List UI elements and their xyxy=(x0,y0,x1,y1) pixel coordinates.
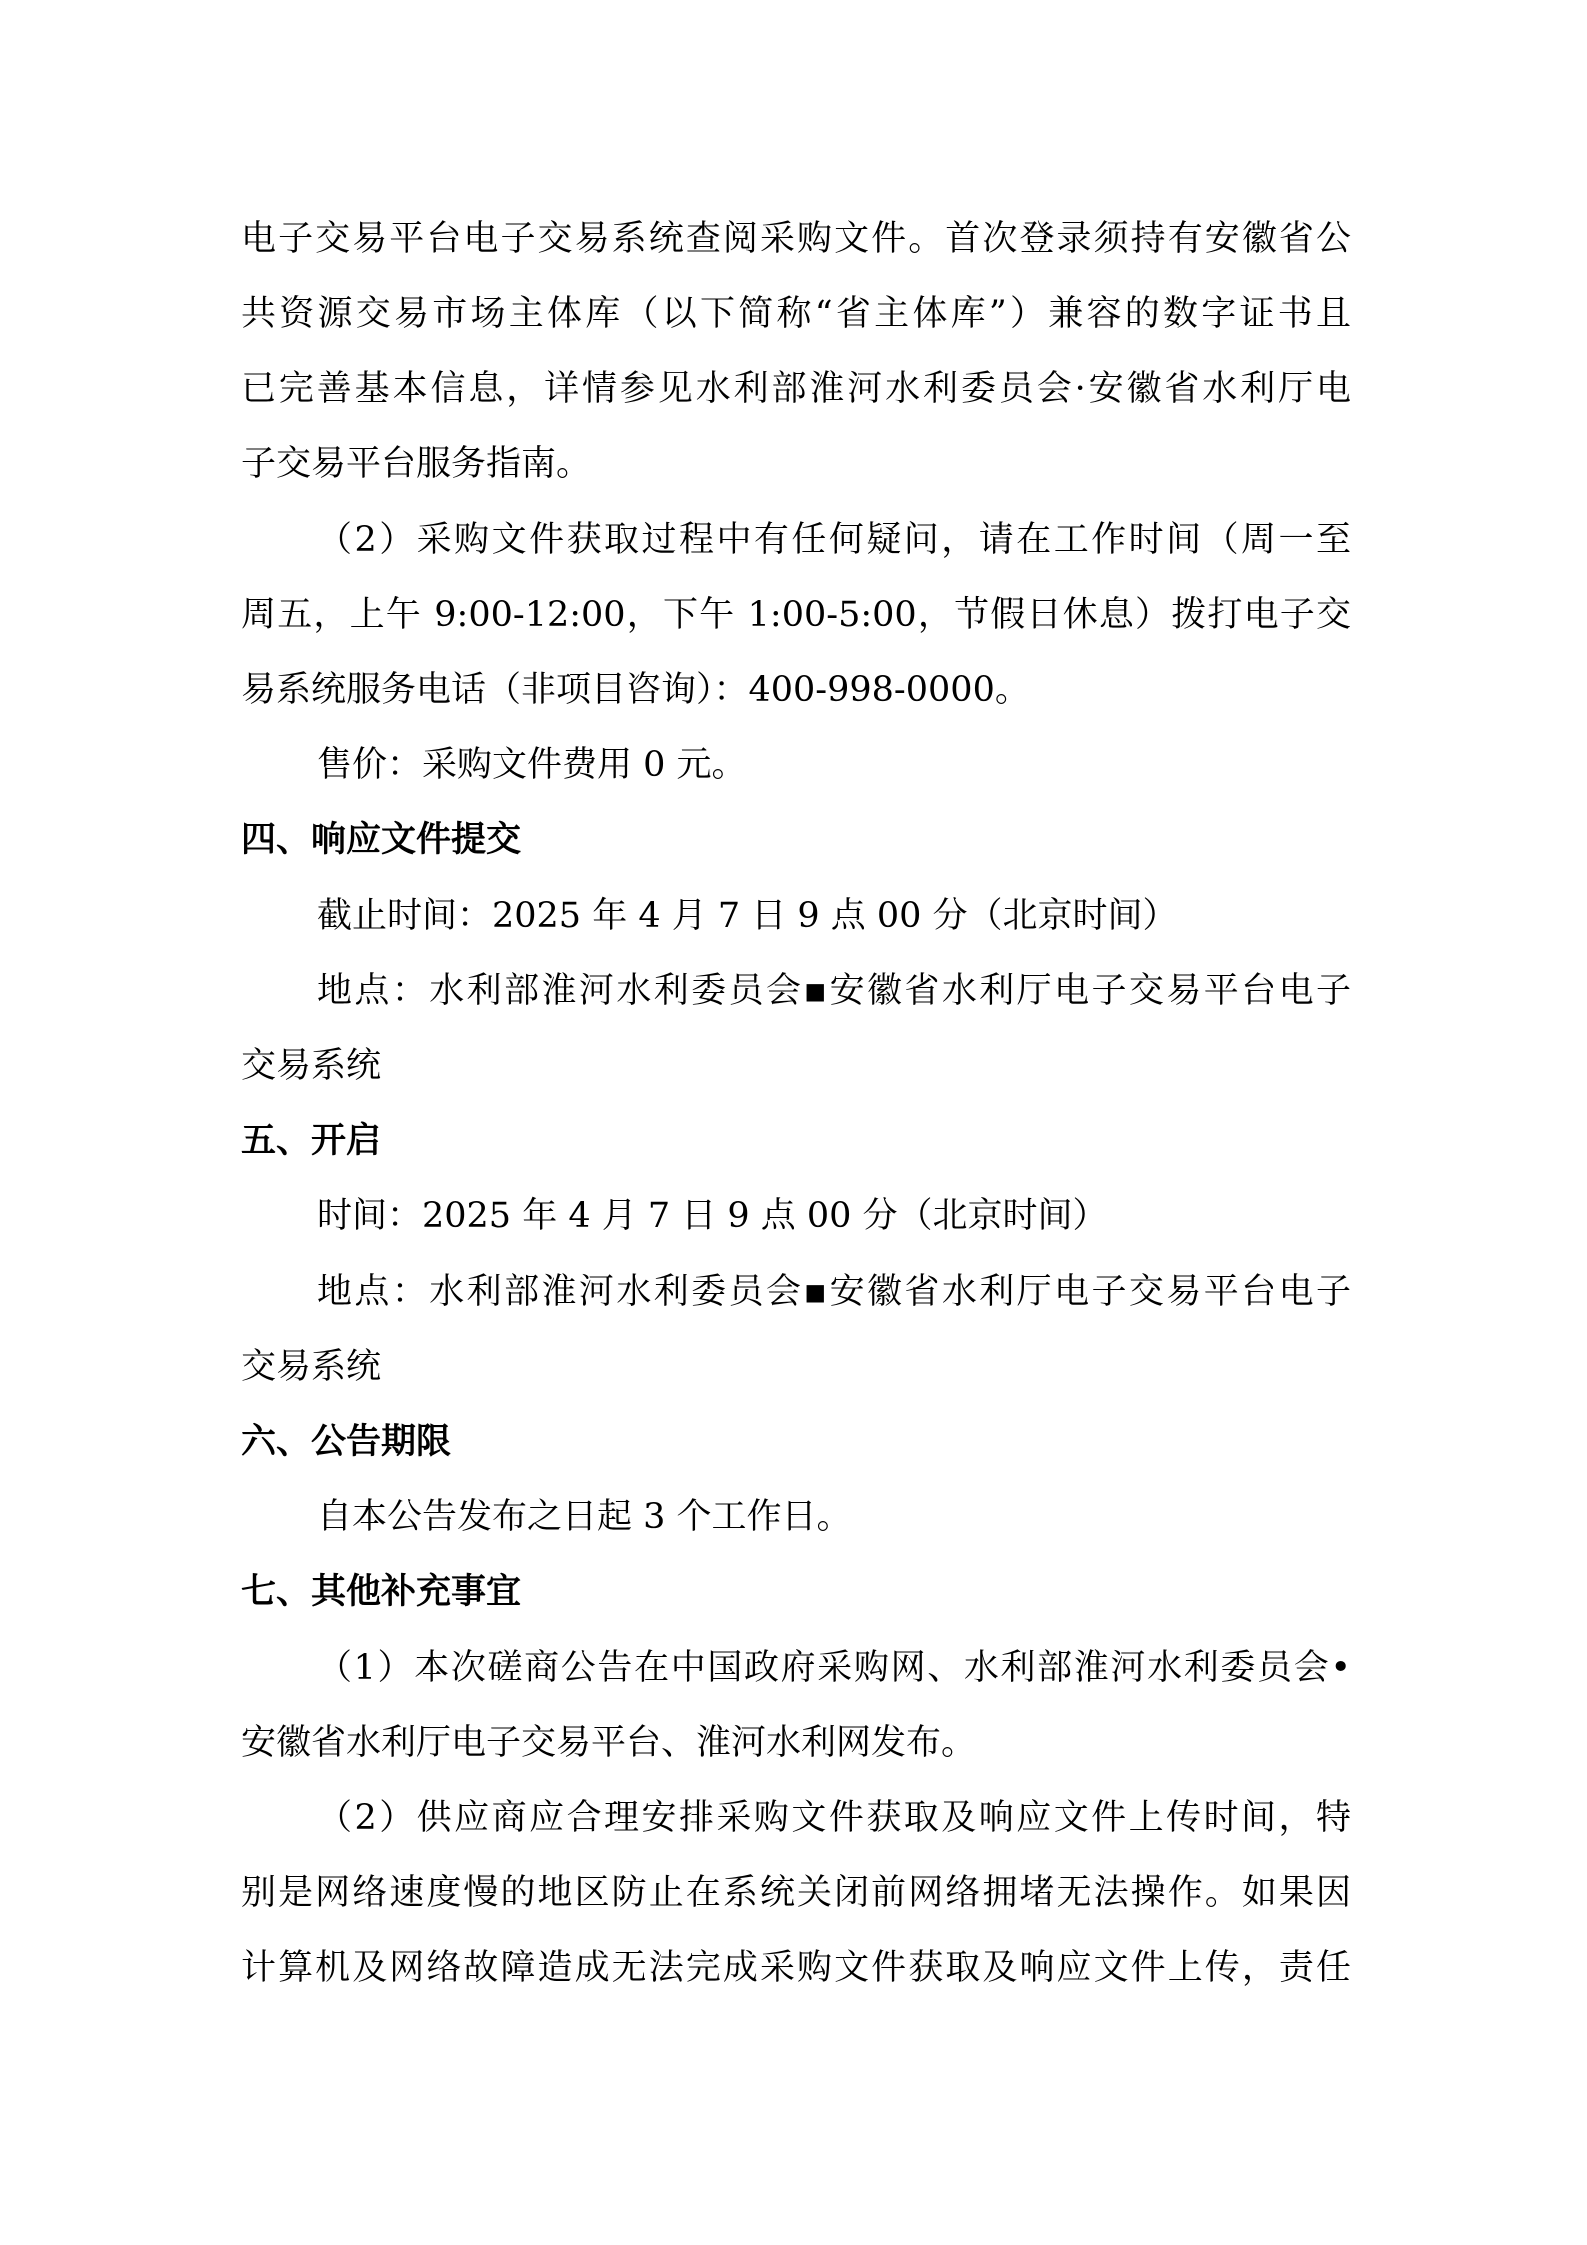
body-line: 周五，上午 9:00-12:00，下午 1:00-5:00，节假日休息）拨打电子交 xyxy=(241,595,1351,635)
deadline-line: 截止时间：2025 年 4 月 7 日 9 点 00 分（北京时间） xyxy=(317,896,1178,936)
location-line: 地点：水利部淮河水利委员会▪安徽省水利厅电子交易平台电子 xyxy=(317,971,1351,1011)
section-heading: 七、其他补充事宜 xyxy=(241,1572,522,1612)
body-line: 计算机及网络故障造成无法完成采购文件获取及响应文件上传，责任 xyxy=(241,1948,1351,1988)
body-line: （2）供应商应合理安排采购文件获取及响应文件上传时间，特 xyxy=(317,1798,1351,1838)
body-line: 安徽省水利厅电子交易平台、淮河水利网发布。 xyxy=(241,1723,977,1763)
body-line: 别是网络速度慢的地区防止在系统关闭前网络拥堵无法操作。如果因 xyxy=(241,1873,1351,1913)
body-line: 自本公告发布之日起 3 个工作日。 xyxy=(317,1497,852,1537)
body-line: （2）采购文件获取过程中有任何疑问，请在工作时间（周一至 xyxy=(317,520,1351,560)
body-line: 电子交易平台电子交易系统查阅采购文件。首次登录须持有安徽省公 xyxy=(241,219,1351,259)
location-line: 交易系统 xyxy=(241,1046,382,1086)
body-line: （1）本次磋商公告在中国政府采购网、水利部淮河水利委员会• xyxy=(317,1648,1351,1688)
location-line: 交易系统 xyxy=(241,1347,382,1387)
section-heading: 四、响应文件提交 xyxy=(241,820,522,860)
section-heading: 五、开启 xyxy=(241,1121,382,1161)
price-line: 售价：采购文件费用 0 元。 xyxy=(317,745,747,785)
section-heading: 六、公告期限 xyxy=(241,1422,452,1462)
body-line: 易系统服务电话（非项目咨询）：400-998-0000。 xyxy=(241,670,1030,710)
opening-time-line: 时间：2025 年 4 月 7 日 9 点 00 分（北京时间） xyxy=(317,1196,1108,1236)
body-line: 共资源交易市场主体库（以下简称“省主体库”）兼容的数字证书且 xyxy=(241,294,1351,334)
body-line: 子交易平台服务指南。 xyxy=(241,444,592,484)
body-line: 已完善基本信息，详情参见水利部淮河水利委员会·安徽省水利厅电 xyxy=(241,369,1351,409)
location-line: 地点：水利部淮河水利委员会▪安徽省水利厅电子交易平台电子 xyxy=(317,1272,1351,1312)
